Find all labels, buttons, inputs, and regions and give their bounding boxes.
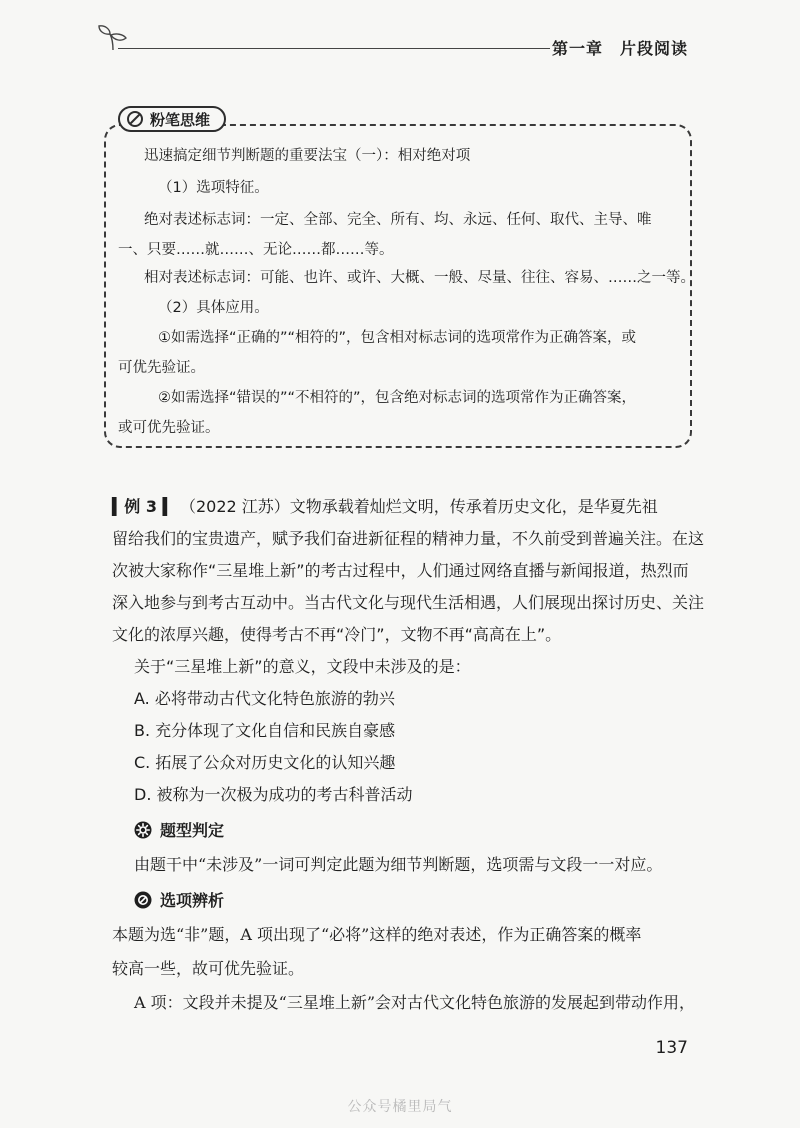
option-c: C. 拓展了公众对历史文化的认知兴趣 (134, 753, 396, 772)
type-section-text: 由题干中“未涉及”一词可判定此题为细节判断题，选项需与文段一一对应。 (134, 855, 663, 874)
option-analysis-icon (134, 891, 152, 909)
example-text: 次被大家称作“三星堆上新”的考古过程中，人们通过网络直播与新闻报道，热烈而 (112, 561, 689, 580)
tip-line: 可优先验证。 (118, 360, 205, 376)
example-label: ▍例 3 ▍ (112, 497, 175, 516)
example-question: 关于“三星堆上新”的意义，文段中未涉及的是： (134, 657, 471, 676)
tip-line: 相对表述标志词：可能、也许、或许、大概、一般、尽量、往往、容易、……之一等。 (144, 270, 695, 286)
analysis-text: A 项：文段并未提及“三星堆上新”会对古代文化特色旅游的发展起到带动作用， (134, 993, 696, 1012)
example-text: 深入地参与到考古互动中。当古代文化与现代生活相遇，人们展现出探讨历史、关注 (112, 593, 705, 612)
option-d: D. 被称为一次极为成功的考古科普活动 (134, 785, 413, 804)
example-text: 留给我们的宝贵遗产，赋予我们奋进新征程的精神力量，不久前受到普遍关注。在这 (112, 529, 705, 548)
analysis-section-title: 选项辨析 (160, 891, 225, 910)
gear-icon (134, 821, 152, 839)
tip-line: 绝对表述标志词：一定、全部、完全、所有、均、永远、任何、取代、主导、唯 (144, 212, 652, 228)
tip-tag (118, 106, 226, 132)
example-text: （2022 江苏）文物承载着灿烂文明，传承着历史文化，是华夏先祖 (179, 497, 658, 516)
page-number: 137 (655, 1038, 688, 1058)
analysis-text: 本题为选“非”题，A 项出现了“必将”这样的绝对表述，作为正确答案的概率 (112, 925, 642, 944)
tip-line: ①如需选择“正确的”“相符的”，包含相对标志词的选项常作为正确答案，或 (158, 330, 637, 346)
watermark: 公众号橘里局气 (347, 1099, 453, 1115)
tip-line: 迅速搞定细节判断题的重要法宝（一）：相对绝对项 (144, 148, 471, 164)
example-first-line (112, 494, 658, 517)
chapter-title: 第一章 片段阅读 (551, 39, 688, 58)
type-section-heading (134, 818, 224, 841)
option-b: B. 充分体现了文化自信和民族自豪感 (134, 721, 396, 740)
tip-line: 一、只要……就……、无论……都……等。 (118, 242, 394, 258)
ban-icon (126, 110, 144, 128)
tip-line: （2）具体应用。 (158, 300, 269, 316)
example-text: 文化的浓厚兴趣，使得考古不再“冷门”，文物不再“高高在上”。 (112, 625, 562, 644)
tip-line: 或可优先验证。 (118, 420, 220, 436)
analysis-section-heading (134, 888, 224, 911)
tip-tag-label: 粉笔思维 (150, 110, 211, 129)
tip-line: （1）选项特征。 (158, 180, 269, 196)
tip-line: ②如需选择“错误的”“不相符的”，包含绝对标志词的选项常作为正确答案， (158, 390, 637, 406)
analysis-text: 较高一些，故可优先验证。 (112, 959, 305, 978)
header-rule (118, 48, 550, 49)
type-section-title: 题型判定 (160, 821, 225, 840)
option-a: A. 必将带动古代文化特色旅游的勃兴 (134, 689, 395, 708)
